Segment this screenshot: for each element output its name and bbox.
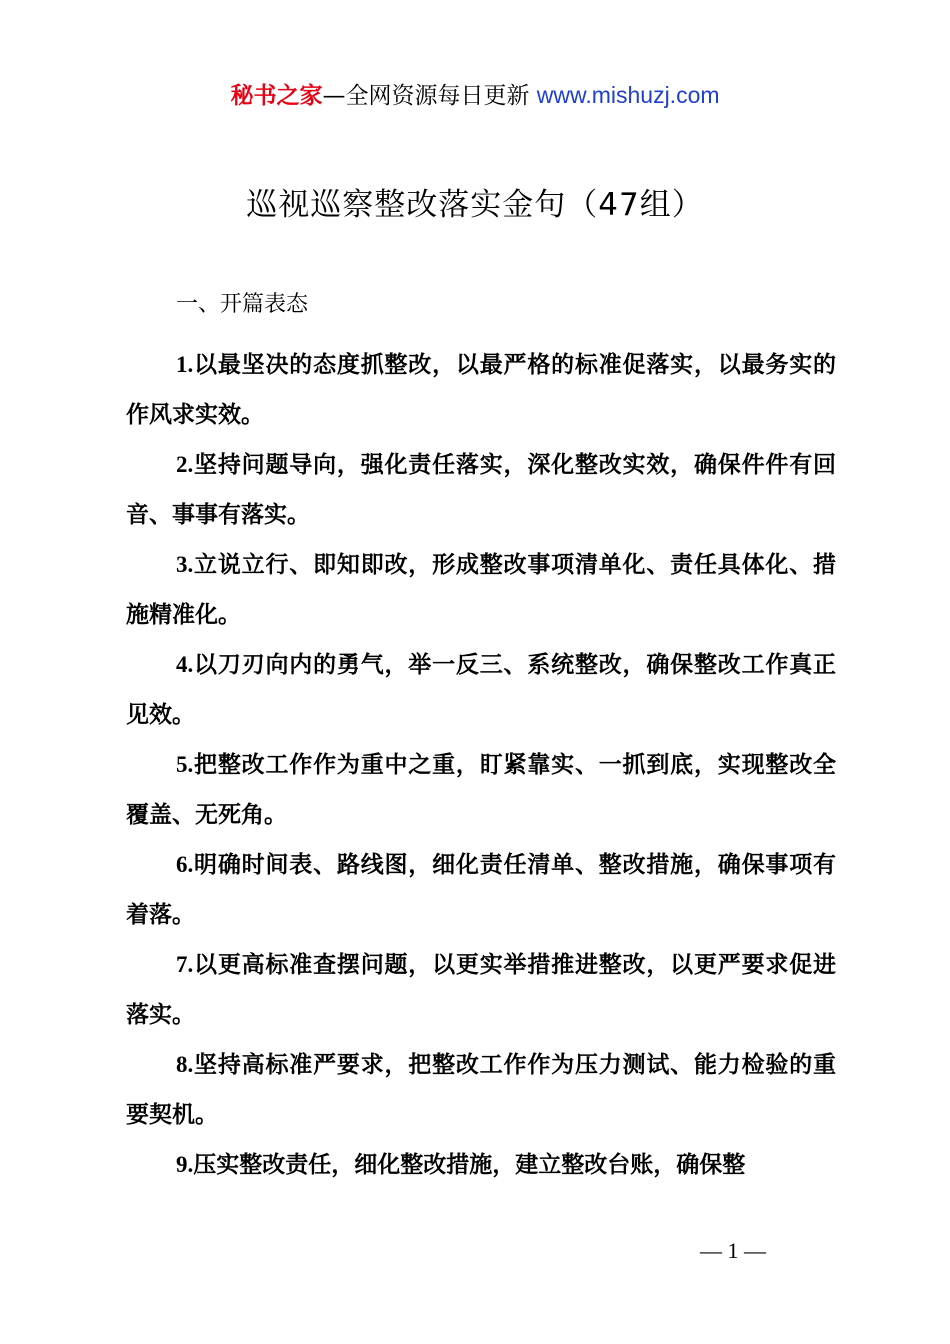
document-title: 巡视巡察整改落实金句（47组） <box>246 187 704 223</box>
list-item <box>126 1040 836 1140</box>
site-header <box>0 80 950 111</box>
site-url-link[interactable]: www.mishuzj.com <box>536 82 720 108</box>
item-text: 明确时间表、路线图，细化责任清单、整改措施，确保事项有着落。 <box>126 852 836 928</box>
item-text: 以最坚决的态度抓整改，以最严格的标准促落实，以最务实的作风求实效。 <box>126 352 836 428</box>
list-item <box>126 840 836 940</box>
list-item <box>126 340 836 440</box>
list-item <box>126 740 836 840</box>
page-number: — 1 — <box>700 1238 766 1263</box>
item-number: 3. <box>176 552 194 577</box>
item-number: 5. <box>176 752 194 777</box>
item-text: 压实整改责任，细化整改措施，建立整改台账，确保整 <box>193 1152 746 1178</box>
item-text: 立说立行、即知即改，形成整改事项清单化、责任具体化、措施精准化。 <box>126 552 836 628</box>
item-text: 以更高标准查摆问题，以更实举措推进整改，以更严要求促进落实。 <box>126 952 836 1028</box>
item-number: 2. <box>176 452 194 477</box>
section-heading: 一、开篇表态 <box>176 292 309 317</box>
item-text: 坚持问题导向，强化责任落实，深化整改实效，确保件件有回音、事事有落实。 <box>126 452 836 528</box>
item-list <box>126 340 836 1190</box>
item-number: 8. <box>176 1052 194 1077</box>
item-number: 1. <box>176 352 194 377</box>
list-item <box>126 440 836 540</box>
item-text: 把整改工作作为重中之重，盯紧靠实、一抓到底，实现整改全覆盖、无死角。 <box>126 752 836 828</box>
item-text: 以刀刃向内的勇气，举一反三、系统整改，确保整改工作真正见效。 <box>126 652 836 728</box>
item-number: 9. <box>176 1152 194 1177</box>
list-item <box>126 940 836 1040</box>
brand-name: 秘书之家 <box>230 83 323 109</box>
item-text: 坚持高标准严要求，把整改工作作为压力测试、能力检验的重要契机。 <box>126 1052 836 1128</box>
item-number: 6. <box>176 852 194 877</box>
list-item <box>126 1140 836 1190</box>
header-tagline: —全网资源每日更新 <box>322 83 537 109</box>
item-number: 4. <box>176 652 194 677</box>
list-item <box>126 540 836 640</box>
item-number: 7. <box>176 952 194 977</box>
list-item <box>126 640 836 740</box>
